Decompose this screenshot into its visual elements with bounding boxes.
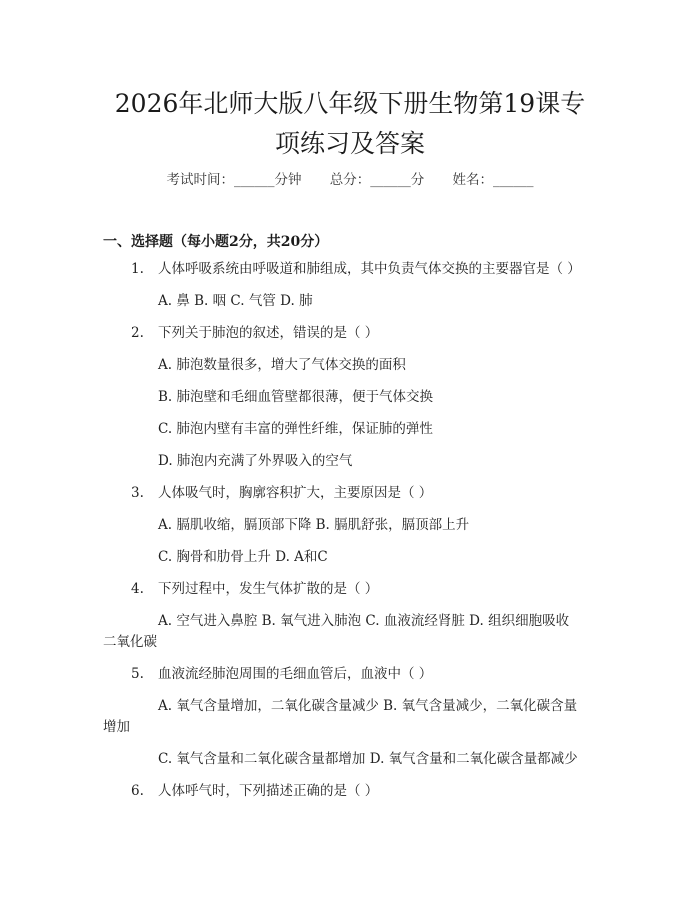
question-5-options-ab-continued: 增加 <box>103 719 130 735</box>
question-text: 人体呼气时，下列描述正确的是（ ） <box>158 783 379 799</box>
question-4-options-continued: 二氧化碳 <box>103 634 157 650</box>
question-2-option-c: C. 肺泡内壁有丰富的弹性纤维，保证肺的弹性 <box>158 421 433 437</box>
document-title <box>60 84 640 164</box>
title-line-2: 项练习及答案 <box>274 129 425 158</box>
question-text: 下列过程中，发生气体扩散的是（ ） <box>158 581 379 597</box>
question-1 <box>131 259 581 279</box>
question-2-option-d: D. 肺泡内充满了外界吸入的空气 <box>158 453 353 469</box>
question-number: 2. <box>131 325 144 341</box>
question-6 <box>131 781 378 801</box>
question-1-options: A. 鼻 B. 咽 C. 气管 D. 肺 <box>158 293 313 309</box>
exam-meta <box>0 168 700 188</box>
question-text: 人体吸气时，胸廓容积扩大，主要原因是（ ） <box>158 485 433 501</box>
question-number: 3. <box>131 485 144 501</box>
question-text: 人体呼吸系统由呼吸道和肺组成，其中负责气体交换的主要器官是（ ） <box>158 261 581 277</box>
exam-time-label: 考试时间：______分钟 <box>166 172 302 188</box>
total-score-label: 总分：______分 <box>329 172 425 188</box>
question-3-options-ab: A. 膈肌收缩，膈顶部下降 B. 膈肌舒张，膈顶部上升 <box>158 517 470 533</box>
question-4 <box>131 579 378 599</box>
section-title: 一、选择题（每小题2分，共20分） <box>103 234 329 250</box>
question-number: 6. <box>131 783 144 799</box>
question-number: 1. <box>131 261 144 277</box>
question-5-options-ab: A. 氧气含量增加，二氧化碳含量减少 B. 氧气含量减少，二氧化碳含量 <box>158 698 578 714</box>
student-name-label: 姓名：______ <box>452 172 534 188</box>
question-5-options-cd: C. 氧气含量和二氧化碳含量都增加 D. 氧气含量和二氧化碳含量都减少 <box>158 751 578 767</box>
question-text: 下列关于肺泡的叙述，错误的是（ ） <box>158 325 379 341</box>
question-number: 4. <box>131 581 144 597</box>
question-3-options-cd: C. 胸骨和肋骨上升 D. A和C <box>158 549 328 565</box>
question-5 <box>131 664 432 684</box>
question-4-options: A. 空气进入鼻腔 B. 氧气进入肺泡 C. 血液流经肾脏 D. 组织细胞吸收 <box>158 613 570 629</box>
question-2-option-a: A. 肺泡数量很多，增大了气体交换的面积 <box>158 357 406 373</box>
question-text: 血液流经肺泡周围的毛细血管后，血液中（ ） <box>158 666 433 682</box>
question-2-option-b: B. 肺泡壁和毛细血管壁都很薄，便于气体交换 <box>158 389 434 405</box>
question-2 <box>131 323 378 343</box>
question-3 <box>131 483 432 503</box>
title-line-1: 2026年北师大版八年级下册生物第19课专 <box>114 89 586 118</box>
question-number: 5. <box>131 666 144 682</box>
